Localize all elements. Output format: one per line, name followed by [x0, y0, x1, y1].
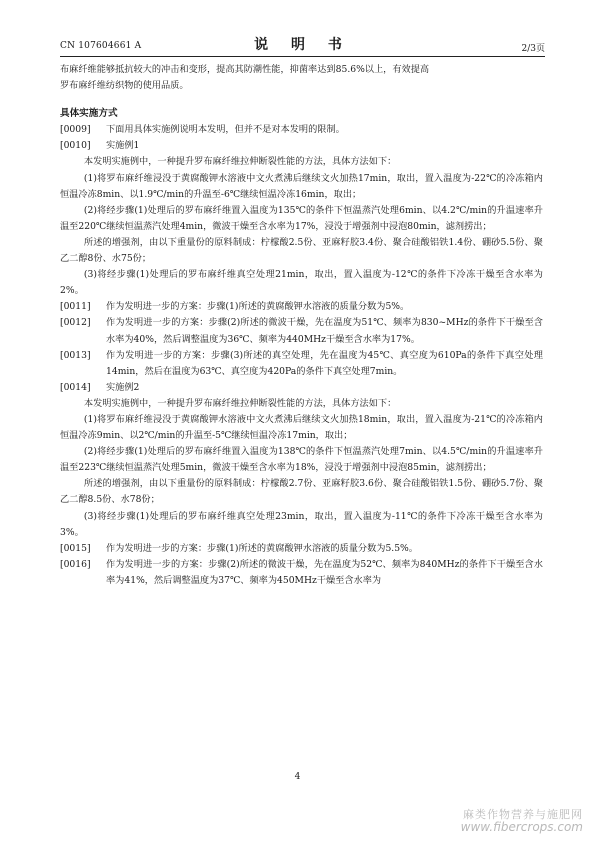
- example1-step1: (1)将罗布麻纤维浸没于黄腐酸钾水溶液中文火煮沸后继续文火加热17min，取出，置入温度为-22℃的冷冻箱内恒温冷冻8min、以1.9℃/min的升温至-6℃继续恒温冷冻16min，取出；: [60, 172, 543, 200]
- example1-step3: (3)将经步骤(1)处理后的罗布麻纤维真空处理21min，取出，置入温度为-12℃的条件下冷冻干燥至含水率为2%。: [60, 269, 543, 297]
- paragraph-number: [0016]: [60, 558, 91, 570]
- watermark-title: 麻类作物营养与施肥网: [463, 808, 583, 821]
- paragraph-text: 作为发明进一步的方案：步骤(2)所述的微波干燥，先在温度为52℃、频率为840MHz的条件下干燥至含水率为41%，然后调整温度为37℃、频率为450MHz干燥至含水率为: [106, 558, 543, 586]
- paragraph-0011: [60, 299, 543, 315]
- section-title: 具体实施方式: [60, 108, 118, 120]
- intro-line-1: 布麻纤维能够抵抗较大的冲击和变形，提高其防潮性能，抑菌率达到85.6%以上，有效提高: [60, 64, 430, 75]
- paragraph-text: 作为发明进一步的方案：步骤(1)所述的黄腐酸钾水溶液的质量分数为5.5%。: [106, 542, 418, 554]
- paragraph-0016: [60, 557, 543, 589]
- paragraph-number: [0015]: [60, 542, 91, 554]
- document-body: [60, 62, 543, 589]
- site-watermark: [461, 808, 583, 834]
- paragraph-number: [0013]: [60, 349, 91, 361]
- page-indicator: 2/3页: [521, 44, 545, 54]
- document-number: CN 107604661 A: [60, 41, 142, 51]
- paragraph-number: [0010]: [60, 140, 91, 152]
- example2-intro: 本发明实施例中，一种提升罗布麻纤维拉伸断裂性能的方法，具体方法如下：: [83, 397, 397, 409]
- paragraph-0009: [60, 122, 543, 138]
- example2-step2: (2)将经步骤(1)处理后的罗布麻纤维置入温度为138℃的条件下恒温蒸汽处理7min、以4.5℃/min的升温速率升温至223℃继续恒温蒸汽处理5min，微波干燥至含水率为18%，浸没于增强剂中浸泡85min，滤剂捞出；: [60, 446, 543, 474]
- paragraph-0010: [60, 138, 543, 154]
- example1-step2: (2)将经步骤(1)处理后的罗布麻纤维置入温度为135℃的条件下恒温蒸汽处理6min、以4.2℃/min的升温速率升温至220℃继续恒温蒸汽处理4min，微波干燥至含水率为17%，浸没于增强剂中浸泡80min，滤剂捞出；: [60, 204, 543, 232]
- document-title: 说 明 书: [254, 37, 351, 53]
- watermark-url: www.fibercrops.com: [460, 820, 583, 834]
- paragraph-0014: [60, 380, 543, 396]
- paragraph-0013: [60, 348, 543, 380]
- paragraph-0012: [60, 315, 543, 347]
- intro-line-2: 罗布麻纤维纺织物的使用品质。: [60, 80, 189, 92]
- example2-step1: (1)将罗布麻纤维浸没于黄腐酸钾水溶液中文火煮沸后继续文火加热18min，取出，置入温度为-21℃的冷冻箱内恒温冷冻9min、以2℃/min的升温至-5℃继续恒温冷冻17min，取出；: [60, 413, 543, 442]
- example2-enhancer: 所述的增强剂，由以下重量份的原料制成：柠檬酸2.7份、亚麻籽胶3.6份、聚合硅酸铝铁1.5份、硼砂5.7份、聚乙二醇8.5份、水78份；: [60, 478, 543, 506]
- paragraph-number: [0009]: [60, 124, 91, 136]
- example-heading: 实施例2: [106, 381, 140, 393]
- paragraph-number: [0012]: [60, 317, 91, 329]
- paragraph-text: 作为发明进一步的方案：步骤(1)所述的黄腐酸钾水溶液的质量分数为5%。: [106, 301, 410, 313]
- example1-enhancer: 所述的增强剂，由以下重量份的原料制成：柠檬酸2.5份、亚麻籽胶3.4份、聚合硅酸铝铁1.4份、硼砂5.5份、聚乙二醇8份、水75份；: [60, 236, 543, 265]
- paragraph-0015: [60, 541, 543, 557]
- example1-intro: 本发明实施例中，一种提升罗布麻纤维拉伸断裂性能的方法，具体方法如下：: [83, 156, 397, 168]
- example-heading: 实施例1: [106, 140, 140, 152]
- example2-step3: (3)将经步骤(1)处理后的罗布麻纤维真空处理23min，取出，置入温度为-11℃的条件下冷冻干燥至含水率为3%。: [60, 510, 543, 538]
- paragraph-text: 下面用具体实施例说明本发明，但并不是对本发明的限制。: [106, 124, 345, 136]
- paragraph-text: 作为发明进一步的方案：步骤(3)所述的真空处理，先在温度为45℃、真空度为610Pa的条件下真空处理14min，然后在温度为63℃、真空度为420Pa的条件下真空处理7min。: [106, 349, 543, 377]
- paragraph-number: [0011]: [60, 301, 91, 313]
- page-number: 4: [294, 772, 301, 782]
- page-header: [60, 34, 545, 57]
- paragraph-number: [0014]: [60, 381, 91, 393]
- paragraph-text: 作为发明进一步的方案：步骤(2)所述的微波干燥，先在温度为51℃、频率为830~MHz的条件下干燥至含水率为40%，然后调整温度为36℃、频率为440MHz干燥至含水率为17%。: [106, 317, 543, 345]
